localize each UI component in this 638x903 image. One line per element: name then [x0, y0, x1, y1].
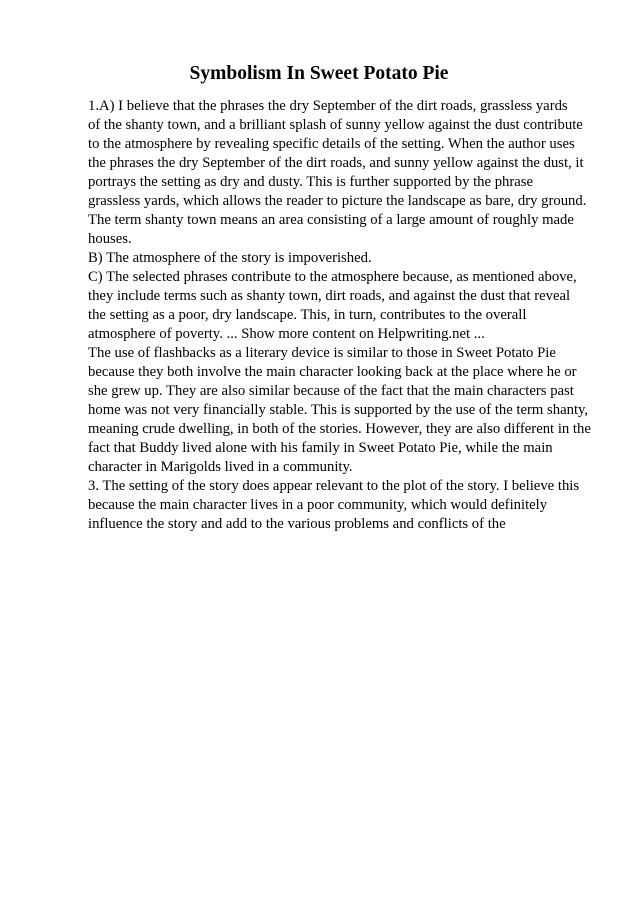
- body-line: B) The atmosphere of the story is impoverished.: [88, 250, 372, 266]
- document-body: [88, 97, 608, 534]
- body-line: they include terms such as shanty town, dirt roads, and against the dust that reveal: [88, 288, 571, 304]
- document-title: Symbolism In Sweet Potato Pie: [189, 63, 449, 84]
- body-line: fact that Buddy lived alone with his family in Sweet Potato Pie, while the main: [88, 440, 553, 456]
- body-line: of the shanty town, and a brilliant splash of sunny yellow against the dust contribute: [88, 117, 583, 133]
- body-line: meaning crude dwelling, in both of the stories. However, they are also different in the: [88, 421, 591, 437]
- body-line: to the atmosphere by revealing specific details of the setting. When the author uses: [88, 136, 575, 152]
- body-line: portrays the setting as dry and dusty. This is further supported by the phrase: [88, 174, 534, 190]
- body-line: 3. The setting of the story does appear relevant to the plot of the story. I believe this: [88, 478, 580, 494]
- body-line: grassless yards, which allows the reader to picture the landscape as bare, dry ground.: [88, 193, 587, 209]
- body-line: character in Marigolds lived in a community.: [88, 459, 353, 475]
- body-line: The use of flashbacks as a literary device is similar to those in Sweet Potato Pie: [88, 345, 556, 361]
- body-line: home was not very financially stable. This is supported by the use of the term shanty,: [88, 402, 589, 418]
- body-line: the phrases the dry September of the dirt roads, and sunny yellow against the dust, it: [88, 155, 584, 171]
- body-line: C) The selected phrases contribute to the atmosphere because, as mentioned above,: [88, 269, 577, 285]
- body-line: the setting as a poor, dry landscape. This, in turn, contributes to the overall: [88, 307, 527, 323]
- body-line: because the main character lives in a poor community, which would definitely: [88, 497, 548, 513]
- body-line: influence the story and add to the various problems and conflicts of the: [88, 516, 506, 532]
- body-line: houses.: [88, 231, 132, 247]
- body-line: she grew up. They are also similar because of the fact that the main characters past: [88, 383, 574, 399]
- body-line: atmosphere of poverty. ... Show more content on Helpwriting.net ...: [88, 326, 485, 342]
- body-line: The term shanty town means an area consisting of a large amount of roughly made: [88, 212, 574, 228]
- body-line: 1.A) I believe that the phrases the dry September of the dirt roads, grassless yards: [88, 98, 568, 114]
- body-line: because they both involve the main character looking back at the place where he or: [88, 364, 577, 380]
